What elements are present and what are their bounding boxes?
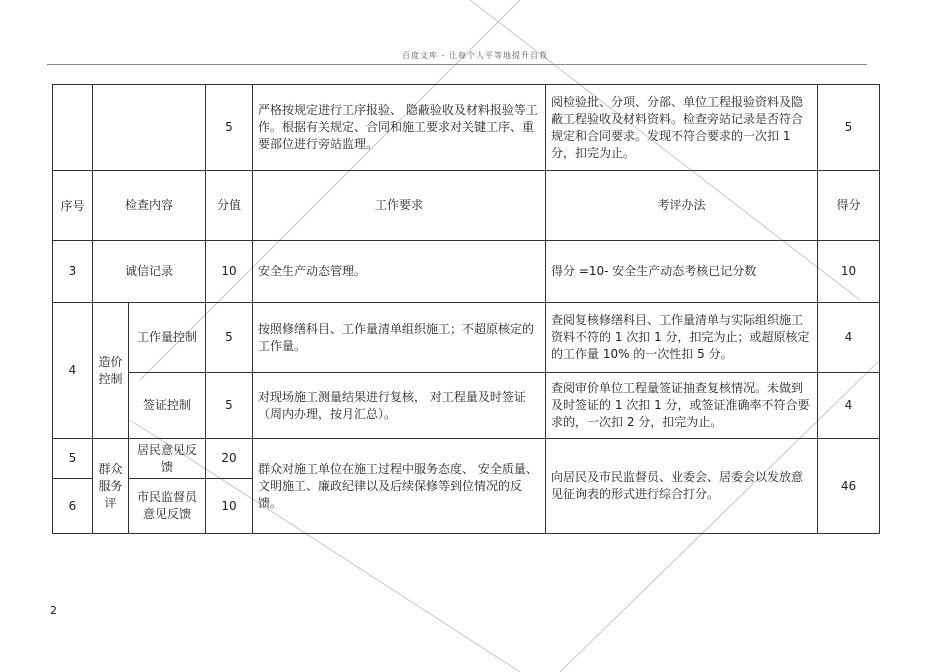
content-cell: 签证控制 (129, 373, 206, 439)
seq-cell: 5 (53, 439, 93, 479)
result-cell: 46 (818, 439, 880, 534)
score-cell: 5 (206, 85, 253, 171)
content-cell: 市民监督员意见反馈 (129, 479, 206, 534)
table-cell (93, 85, 206, 171)
header-result: 得分 (818, 171, 880, 241)
requirement-cell: 对现场施工测量结果进行复核， 对工程量及时签证（周内办理，按月汇总）。 (253, 373, 546, 439)
score-cell: 5 (206, 303, 253, 373)
requirement-cell: 安全生产动态管理。 (253, 241, 546, 303)
method-cell: 得分 =10- 安全生产动态考核已记分数 (546, 241, 818, 303)
header-seq: 序号 (53, 171, 93, 241)
group-cell: 造价控制 (93, 303, 129, 439)
content-cell: 居民意见反馈 (129, 439, 206, 479)
page-header: 百度文库 - 让每个人平等地提升自我 (402, 51, 548, 60)
table-row (53, 241, 880, 303)
header-requirement: 工作要求 (253, 171, 546, 241)
table-row (53, 303, 880, 373)
score-cell: 10 (206, 241, 253, 303)
header-row (53, 171, 880, 241)
result-cell: 10 (818, 241, 880, 303)
table-cell (53, 85, 93, 171)
requirement-cell: 严格按规定进行工序报验、 隐蔽验收及材料报验等工作。根据有关规定、合同和施工要求对关键工序、重要部位进行旁站监理。 (253, 85, 546, 171)
seq-cell: 3 (53, 241, 93, 303)
requirement-cell: 群众对施工单位在施工过程中服务态度、 安全质量、文明施工、廉政纪律以及后续保修等到位情况的反馈。 (253, 439, 546, 534)
seq-cell: 4 (53, 303, 93, 439)
page-number: 2 (50, 604, 57, 617)
table-row (53, 373, 880, 439)
score-cell: 5 (206, 373, 253, 439)
method-cell: 查阅审价单位工程量签证抽查复核情况。未做到及时签证的 1 次扣 1 分，或签证准确率不符合要求的，一次扣 2 分，扣完为止。 (546, 373, 818, 439)
header-method: 考评办法 (546, 171, 818, 241)
header-content: 检查内容 (93, 171, 206, 241)
result-cell: 4 (818, 373, 880, 439)
score-cell: 20 (206, 439, 253, 479)
content-cell: 诚信记录 (93, 241, 206, 303)
requirement-cell: 按照修缮科目、工作量清单组织施工；不超原核定的工作量。 (253, 303, 546, 373)
result-cell: 5 (818, 85, 880, 171)
header-rule (47, 64, 867, 65)
evaluation-table (52, 84, 880, 534)
content-cell: 工作量控制 (129, 303, 206, 373)
score-cell: 10 (206, 479, 253, 534)
table-row (53, 85, 880, 171)
method-cell: 查阅复核修缮科目、工作量清单与实际组织施工资料不符的 1 次扣 1 分，扣完为止；或超原核定的工作量 10% 的一次性扣 5 分。 (546, 303, 818, 373)
method-cell: 阅检验批、分项、分部、单位工程报验资料及隐蔽工程验收及材料资料。检查旁站记录是否符合规定和合同要求。发现不符合要求的一次扣 1 分，扣完为止。 (546, 85, 818, 171)
result-cell: 4 (818, 303, 880, 373)
seq-cell: 6 (53, 479, 93, 534)
header-score: 分值 (206, 171, 253, 241)
method-cell: 向居民及市民监督员、业委会、居委会以发放意见征询表的形式进行综合打分。 (546, 439, 818, 534)
group-cell: 群众服务评 (93, 439, 129, 534)
table-row (53, 439, 880, 479)
